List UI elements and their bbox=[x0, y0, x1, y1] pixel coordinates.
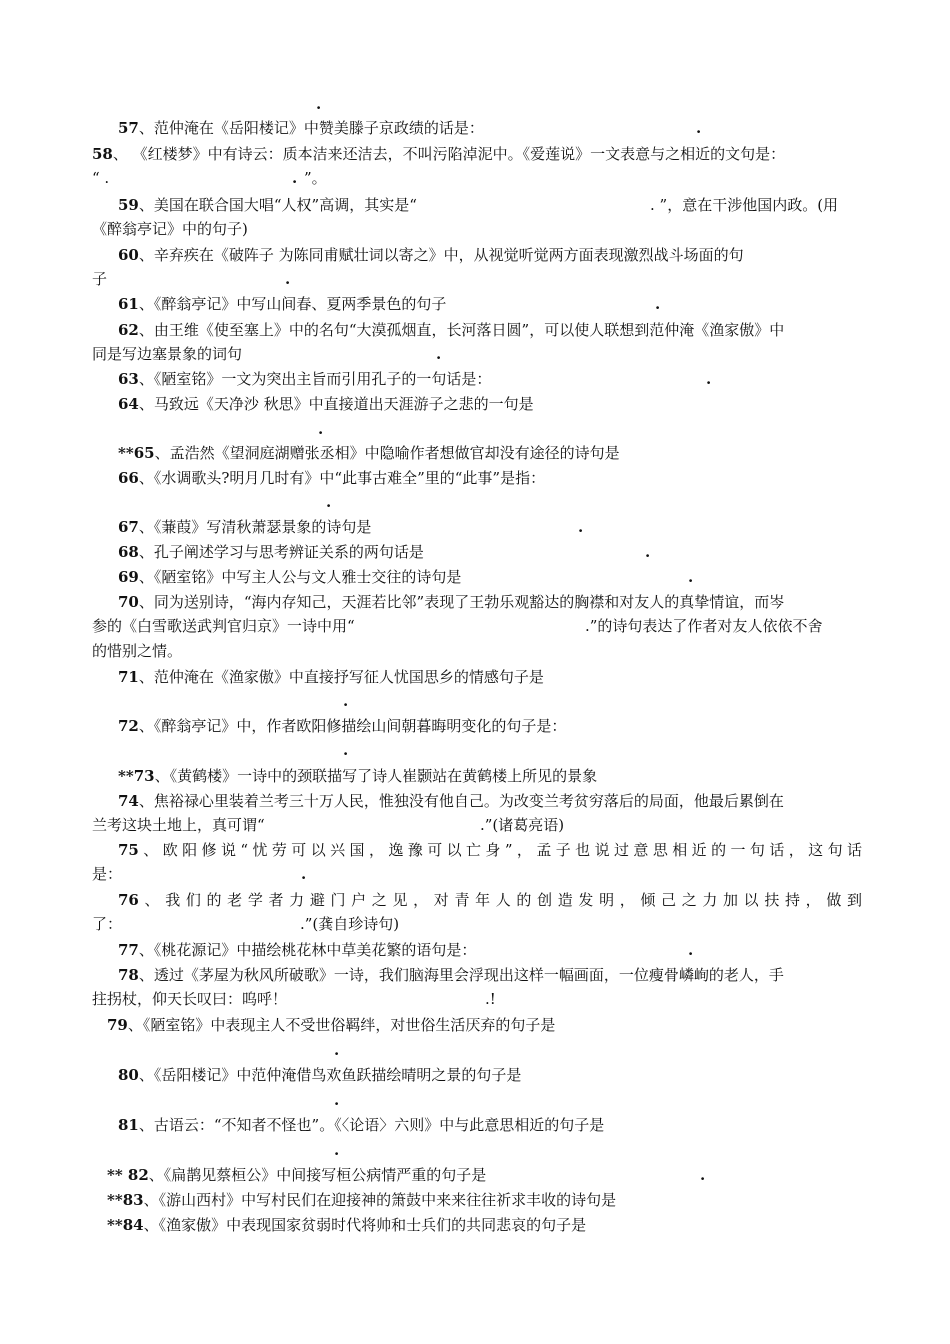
blank-dot: . bbox=[436, 345, 442, 363]
question-83: **83、《游山西村》中写村民们在迎接神的箫鼓中来来往往祈求丰收的诗句是 bbox=[107, 1191, 617, 1209]
question-70-tail: .”的诗句表达了作者对友人依依不舍 bbox=[585, 617, 823, 635]
blank-dot: . bbox=[688, 568, 694, 586]
blank-dot: . bbox=[316, 95, 322, 113]
question-76-tail: .”(龚自珍诗句) bbox=[300, 915, 400, 933]
question-80: 80、《岳阳楼记》中范仲淹借鸟欢鱼跃描绘晴明之景的句子是 bbox=[118, 1066, 522, 1084]
blank-dot: . bbox=[645, 543, 651, 561]
question-62: 62、由王维《使至塞上》中的名句“大漠孤烟直，长河落日圆”，可以使人联想到范仲淹《渔家傲》中 bbox=[118, 321, 785, 339]
blank-dot: . bbox=[334, 1091, 340, 1109]
question-69: 69、《陋室铭》中写主人公与文人雅士交往的诗句是 bbox=[118, 568, 462, 586]
question-74: 74、焦裕禄心里装着兰考三十万人民，惟独没有他自己。为改变兰考贫穷落后的局面，他最后累倒在 bbox=[118, 792, 784, 810]
blank-dot: . bbox=[318, 420, 324, 438]
quote-end: ”。 bbox=[304, 169, 327, 187]
blank-dot: . bbox=[301, 865, 307, 883]
question-74-line2: 兰考这块土地上，真可谓“ bbox=[92, 816, 265, 834]
question-70-line3: 的惜别之情。 bbox=[92, 642, 183, 660]
question-59: 59、美国在联合国大唱“人权”高调，其实是“ bbox=[118, 196, 417, 214]
question-65: **65、孟浩然《望洞庭湖赠张丞相》中隐喻作者想做官却没有途径的诗句是 bbox=[118, 444, 620, 462]
question-73: **73、《黄鹤楼》一诗中的颈联描写了诗人崔颢站在黄鹤楼上所见的景象 bbox=[118, 767, 598, 785]
question-82: ** 82、《扁鹊见蔡桓公》中间接写桓公病情严重的句子是 bbox=[107, 1166, 487, 1184]
question-78-line2: 拄拐杖，仰天长叹曰：呜呼！ bbox=[92, 990, 288, 1008]
question-68: 68、孔子阐述学习与思考辨证关系的两句话是 bbox=[118, 543, 424, 561]
blank-dot: . bbox=[292, 169, 298, 187]
question-58: 58、 《红楼梦》中有诗云：质本洁来还洁去，不叫污陷淖泥中。《爱莲说》一文表意与之相近的文句是： bbox=[92, 145, 786, 163]
question-78: 78、透过《茅屋为秋风所破歌》一诗，我们脑海里会浮现出这样一幅画面，一位瘦骨嶙峋的老人，手 bbox=[118, 966, 784, 984]
question-66: 66、《水调歌头?明月几时有》中“此事古难全”里的“此事”是指： bbox=[118, 469, 546, 487]
question-74-tail: .”(诸葛亮语) bbox=[480, 816, 565, 834]
question-77: 77、《桃花源记》中描绘桃花林中草美花繁的语句是： bbox=[118, 941, 477, 959]
question-70-line2: 参的《白雪歌送武判官归京》一诗中用“ bbox=[92, 617, 355, 635]
blank-dot: . bbox=[688, 941, 694, 959]
question-76-line2: 了： bbox=[92, 915, 123, 933]
question-58-line2: “ . bbox=[92, 169, 110, 187]
question-60: 60、辛弃疾在《破阵子 为陈同甫赋壮词以寄之》中，从视觉听觉两方面表现激烈战斗场面的句 bbox=[118, 246, 744, 264]
question-57: 57、范仲淹在《岳阳楼记》中赞美滕子京政绩的话是： bbox=[118, 119, 484, 137]
question-76: 76、我们的老学者力避门户之见，对青年人的创造发明，倾己之力加以扶持，做到 bbox=[118, 891, 862, 909]
question-71: 71、范仲淹在《渔家傲》中直接抒写征人忧国思乡的情感句子是 bbox=[118, 668, 544, 686]
question-63: 63、《陋室铭》一文为突出主旨而引用孔子的一句话是： bbox=[118, 370, 492, 388]
question-59-tail: . ”，意在干涉他国内政。(用 bbox=[650, 196, 839, 214]
question-75-line2: 是： bbox=[92, 865, 123, 883]
question-78-tail: .! bbox=[485, 990, 496, 1008]
blank-dot: . bbox=[334, 1141, 340, 1159]
question-72: 72、《醉翁亭记》中，作者欧阳修描绘山间朝暮晦明变化的句子是： bbox=[118, 717, 567, 735]
blank-dot: . bbox=[700, 1166, 706, 1184]
question-64: 64、马致远《天净沙 秋思》中直接道出天涯游子之悲的一句是 bbox=[118, 395, 534, 413]
blank-dot: . bbox=[655, 295, 661, 313]
blank-dot: . bbox=[578, 518, 584, 536]
blank-dot: . bbox=[343, 741, 349, 759]
question-61: 61、《醉翁亭记》中写山间春、夏两季景色的句子 bbox=[118, 295, 447, 313]
blank-dot: . bbox=[343, 692, 349, 710]
question-60-line2: 子 bbox=[92, 270, 108, 288]
blank-dot: . bbox=[326, 493, 332, 511]
blank-dot: . bbox=[334, 1041, 340, 1059]
question-81: 81、古语云：“不知者不怪也”。《〈论语〉六则》中与此意思相近的句子是 bbox=[118, 1116, 605, 1134]
blank-dot: . bbox=[706, 370, 712, 388]
question-79: 79、《陋室铭》中表现主人不受世俗羁绊，对世俗生活厌弃的句子是 bbox=[107, 1016, 556, 1034]
question-84: **84、《渔家傲》中表现国家贫弱时代将帅和士兵们的共同悲哀的句子是 bbox=[107, 1216, 587, 1234]
blank-dot: . bbox=[285, 270, 291, 288]
question-62-line2: 同是写边塞景象的词句 bbox=[92, 345, 243, 363]
question-75: 75、欧阳修说“忧劳可以兴国，逸豫可以亡身”，孟子也说过意思相近的一句话，这句话 bbox=[118, 841, 862, 859]
question-67: 67、《蒹葭》写清秋萧瑟景象的诗句是 bbox=[118, 518, 372, 536]
question-59-line2: 《醉翁亭记》中的句子) bbox=[92, 220, 248, 238]
blank-dot: . bbox=[696, 119, 702, 137]
question-70: 70、同为送别诗，“海内存知己，天涯若比邻”表现了王勃乐观豁达的胸襟和对友人的真挚情谊，而岑 bbox=[118, 593, 785, 611]
